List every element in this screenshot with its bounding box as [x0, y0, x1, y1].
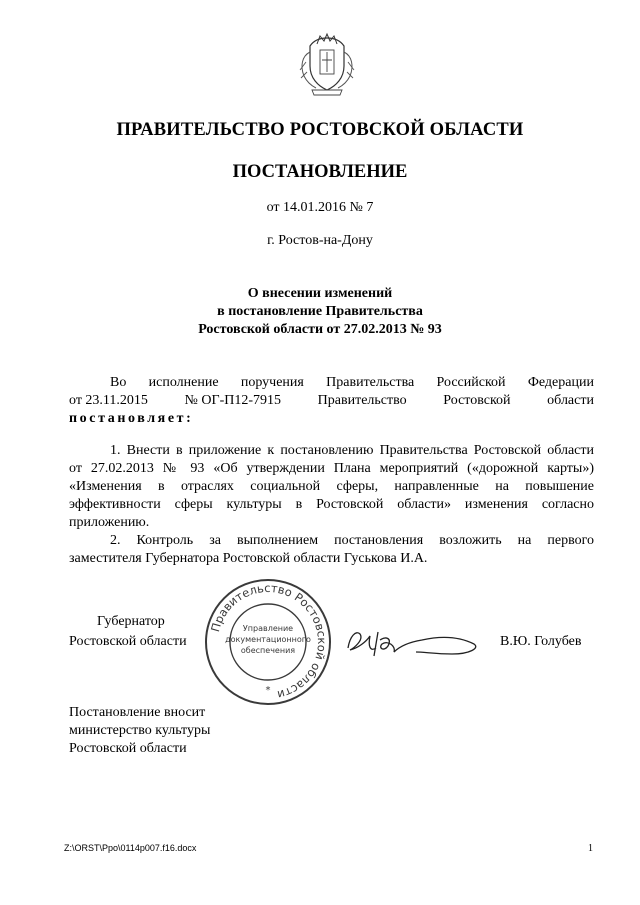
signatory-title: Ростовской области — [69, 634, 187, 649]
item-line: «Изменения в отраслях социальной сферы, направленные на повышение — [69, 479, 594, 494]
file-path: Z:\ORST\Ppo\0114p007.f16.docx — [64, 843, 197, 853]
document-type-title: ПОСТАНОВЛЕНИЕ — [232, 162, 408, 182]
subject-line: в постановление Правительства — [217, 304, 423, 319]
intro-line: Во исполнение поручения Правительства Российской Федерации — [110, 375, 594, 390]
coat-of-arms-icon — [296, 32, 358, 98]
seal-ring-text: Правительство Ростовской области — [208, 580, 330, 703]
intro-line: от 23.11.2015 № ОГ-П12-7915 Правительство Ростовской области — [69, 393, 594, 408]
official-seal — [203, 577, 333, 707]
item-line: от 27.02.2013 № 93 «Об утверждении Плана мероприятий («дорожной карты») — [69, 461, 594, 476]
signatory-name: В.Ю. Голубев — [500, 634, 582, 649]
organization-title: ПРАВИТЕЛЬСТВО РОСТОВСКОЙ ОБЛАСТИ — [116, 120, 524, 140]
document-city: г. Ростов-на-Дону — [267, 233, 373, 248]
item-line: 1. Внести в приложение к постановлению Правительства Ростовской области — [110, 443, 594, 458]
document-subject — [0, 285, 640, 339]
seal-star: * — [265, 685, 271, 696]
seal-center-line: документационного — [225, 635, 311, 644]
document-date-number: от 14.01.2016 № 7 — [266, 200, 374, 215]
item-line: приложению. — [69, 515, 150, 530]
item-line: заместителя Губернатора Ростовской области Гуськова И.А. — [69, 551, 428, 566]
seal-center-line: Управление — [242, 624, 294, 633]
submitter-line: Ростовской области — [69, 741, 187, 756]
subject-line: Ростовской области от 27.02.2013 № 93 — [198, 322, 442, 337]
handwritten-signature — [340, 618, 485, 666]
coat-of-arms-emblem — [296, 32, 358, 98]
item-line: 2. Контроль за выполнением постановления возложить на первого — [110, 533, 594, 548]
submitter-line: Постановление вносит — [69, 705, 206, 720]
subject-line: О внесении изменений — [247, 286, 393, 301]
item-line: эффективности сферы культуры в Ростовской области» изменения согласно — [69, 497, 594, 512]
submitter-line: министерство культуры — [69, 723, 211, 738]
decree-word: постановляет: — [69, 411, 194, 426]
signatory-title: Губернатор — [97, 614, 165, 629]
page-number: 1 — [588, 843, 593, 854]
seal-center-line: обеспечения — [240, 646, 296, 655]
